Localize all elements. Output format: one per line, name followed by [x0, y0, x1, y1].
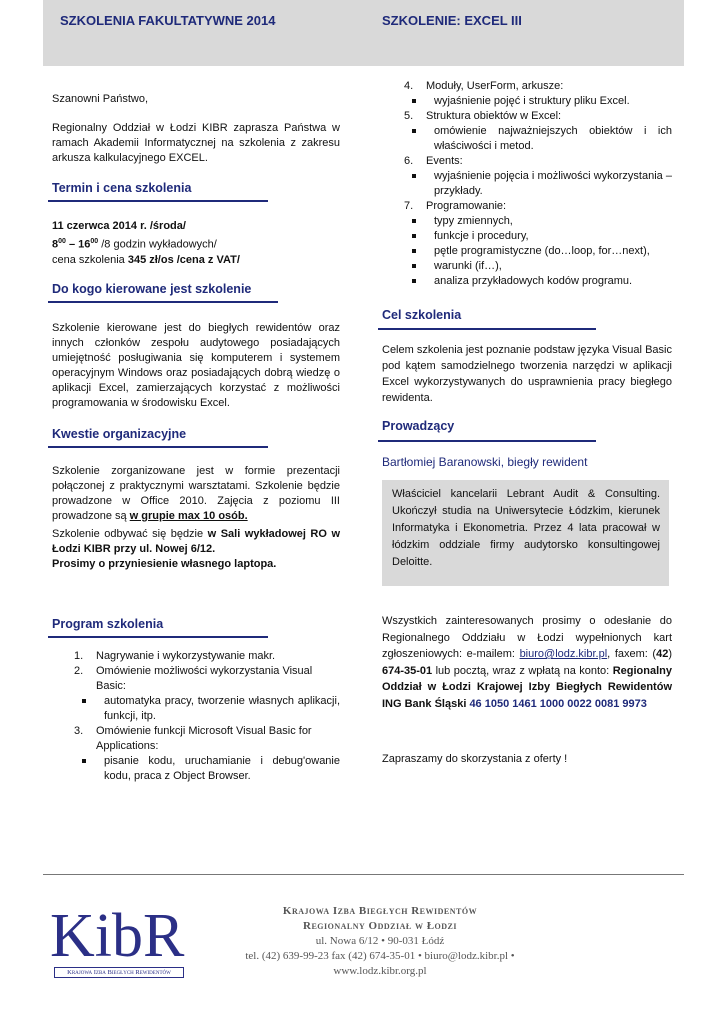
program-subitem-text: analiza przykładowych kodów programu.: [434, 275, 633, 287]
bullet-square-icon: [412, 234, 416, 238]
program-item-number: 5.: [404, 110, 414, 122]
footer-divider: [43, 874, 684, 875]
program-item-number: 6.: [404, 155, 414, 167]
program-subitem-text: pętle programistyczne (do…loop, for…next),: [434, 245, 650, 257]
program-item: [404, 109, 672, 124]
trainer-heading: Prowadzący: [382, 419, 455, 433]
term-heading: Termin i cena szkolenia: [52, 181, 192, 195]
kibr-logo: [50, 902, 185, 985]
trainer-name: Bartłomiej Baranowski, biegły rewident: [382, 455, 588, 469]
trainer-heading-rule: [378, 440, 596, 442]
program-item-text: Nagrywanie i wykorzystywanie makr.: [96, 650, 276, 662]
footer-website: www.lodz.kibr.org.pl: [333, 965, 427, 977]
program-item-number: 2.: [74, 665, 84, 677]
kibr-logo-mark: KibR: [50, 902, 185, 970]
contact-email-link[interactable]: biuro@lodz.kibr.pl: [519, 648, 608, 660]
bullet-square-icon: [412, 99, 416, 103]
program-subitem-text: omówienie najważniejszych obiektów i ich właściwości i metod.: [434, 125, 672, 152]
program-item-text: Struktura obiektów w Excel:: [426, 110, 562, 122]
greeting: Szanowni Państwo,: [52, 93, 148, 105]
program-subitem: [404, 124, 672, 154]
term-price: cena szkolenia 345 zł/os /cena z VAT/: [52, 253, 240, 266]
program-subitem-text: wyjaśnienie pojęcia i możliwości wykorzystania – przykłady.: [434, 170, 672, 197]
program-subitem: [404, 214, 672, 229]
footer-org-line1: Krajowa Izba Biegłych Rewidentów: [282, 905, 478, 917]
bullet-square-icon: [412, 279, 416, 283]
bullet-square-icon: [412, 249, 416, 253]
bullet-square-icon: [82, 759, 86, 763]
trainer-bio: Właściciel kancelarii Lebrant Audit & Consulting. Ukończył studia na Uniwersytecie Łódzkim, kierunek Informatyka i Ekonometria. Przez 4 lata pracował w łódzkim oddziale firmy audytorsko konsultingowej Deloitte.: [392, 488, 660, 568]
program-item-number: 1.: [74, 650, 84, 662]
program-list-left: [74, 649, 340, 784]
bullet-square-icon: [412, 264, 416, 268]
program-item-text: Events:: [426, 155, 463, 167]
header-right-title: SZKOLENIE: EXCEL III: [382, 13, 522, 28]
program-list-right: [404, 79, 672, 289]
contact-text: Wszystkich zainteresowanych prosimy o odesłanie do Regionalnego Oddziału w Łodzi wypełnionych kart zgłoszeniowych: e-mailem: biuro@lodz.kibr.pl, faxem: (42) 674-35-01 lub pocztą, wraz z wpłatą na konto: Regionalny Oddział w Łodzi Krajowej Izby Biegłych Rewidentów ING Bank Śląski 46 1050 1461 1000 0022 0081 9973: [382, 615, 672, 710]
footer-block: [200, 904, 560, 979]
program-subitem: [404, 244, 672, 259]
program-subitem: [74, 694, 340, 724]
program-item-text: Moduły, UserForm, arkusze:: [426, 80, 564, 92]
bullet-square-icon: [412, 219, 416, 223]
program-subitem: [404, 259, 672, 274]
goal-heading: Cel szkolenia: [382, 308, 462, 322]
program-subitem-text: automatyka pracy, tworzenie własnych aplikacji, funkcji, itp.: [104, 695, 340, 722]
bullet-square-icon: [412, 129, 416, 133]
program-subitem-text: wyjaśnienie pojęć i struktury pliku Excel.: [434, 95, 630, 107]
program-item-text: Omówienie możliwości wykorzystania Visual Basic:: [96, 665, 313, 692]
program-item-number: 4.: [404, 80, 414, 92]
target-heading-rule: [48, 301, 278, 303]
bullet-square-icon: [412, 174, 416, 178]
program-subitem-text: typy zmiennych,: [434, 215, 513, 227]
org-text-3: Prosimy o przyniesienie własnego laptopa.: [52, 558, 277, 570]
org-text-1: Szkolenie zorganizowane jest w formie prezentacji połączonej z praktycznymi warsztatami. Szkolenie będzie prowadzone w Office 2010. Zajęcia z poziomu III prowadzone są w grupie max 10 osób.: [52, 465, 340, 522]
program-subitem: [404, 94, 672, 109]
program-item: [74, 664, 340, 694]
bullet-square-icon: [82, 699, 86, 703]
footer-address: ul. Nowa 6/12 • 90-031 Łódź: [315, 935, 445, 947]
org-heading-rule: [48, 446, 268, 448]
program-subitem-text: warunki (if…),: [434, 260, 502, 272]
header-bar: [43, 0, 684, 66]
target-text: Szkolenie kierowane jest do biegłych rewidentów oraz innych członków zespołu audytowego posiadających umiejętność posługiwania się komputerem i systemem operacyjnym Windows oraz posiadających dobrą wiedzę o aplikacji Excel, zamierzających korzystać z możliwości programowania w środowisku Excel.: [52, 322, 340, 409]
program-item: [74, 649, 340, 664]
goal-heading-rule: [378, 328, 596, 330]
kibr-logo-subtitle: Krajowa Izba Biegłych Rewidentów: [54, 967, 184, 978]
header-left-title: SZKOLENIA FAKULTATYWNE 2014: [60, 13, 276, 28]
org-heading: Kwestie organizacyjne: [52, 427, 187, 441]
program-item: [74, 724, 340, 754]
org-text-2: Szkolenie odbywać się będzie w Sali wykładowej RO w Łodzi KIBR przy ul. Nowej 6/12.: [52, 528, 340, 555]
footer-contact: tel. (42) 639-99-23 fax (42) 674-35-01 • biuro@lodz.kibr.pl •: [245, 950, 515, 962]
program-item: [404, 79, 672, 94]
target-heading: Do kogo kierowane jest szkolenie: [52, 282, 252, 296]
term-time: $8^{00} - 16^{00}$ /8 godzin wykładowych/: [52, 238, 217, 251]
program-heading-rule: [48, 636, 268, 638]
program-subitem-text: pisanie kodu, uruchamianie i debug'owanie kodu, praca z Object Browser.: [104, 755, 340, 782]
program-item: [404, 199, 672, 214]
program-subitem: [404, 229, 672, 244]
program-heading: Program szkolenia: [52, 617, 164, 631]
closing-text: Zapraszamy do skorzystania z oferty !: [382, 753, 568, 765]
goal-text: Celem szkolenia jest poznanie podstaw języka Visual Basic pod kątem samodzielnego tworzenia narzędzi w aplikacji Excel wykorzystywanych do usprawnienia pracy biegłego rewidenta.: [382, 344, 672, 404]
program-item-number: 3.: [74, 725, 84, 737]
program-item-number: 7.: [404, 200, 414, 212]
footer-org-line2: Regionalny Oddział w Łodzi: [303, 920, 457, 932]
program-subitem: [74, 754, 340, 784]
program-subitem-text: funkcje i procedury,: [434, 230, 529, 242]
program-item-text: Programowanie:: [426, 200, 507, 212]
program-subitem: [404, 274, 672, 289]
program-item: [404, 154, 672, 169]
intro-text: Regionalny Oddział w Łodzi KIBR zaprasza Państwa w ramach Akademii Informatycznej na szkolenia z zakresu arkusza kalkulacyjnego EXCEL.: [52, 122, 340, 164]
term-date: 11 czerwca 2014 r. /środa/: [52, 220, 186, 232]
program-subitem: [404, 169, 672, 199]
program-item-text: Omówienie funkcji Microsoft Visual Basic for Applications:: [96, 725, 312, 752]
term-heading-rule: [48, 200, 268, 202]
